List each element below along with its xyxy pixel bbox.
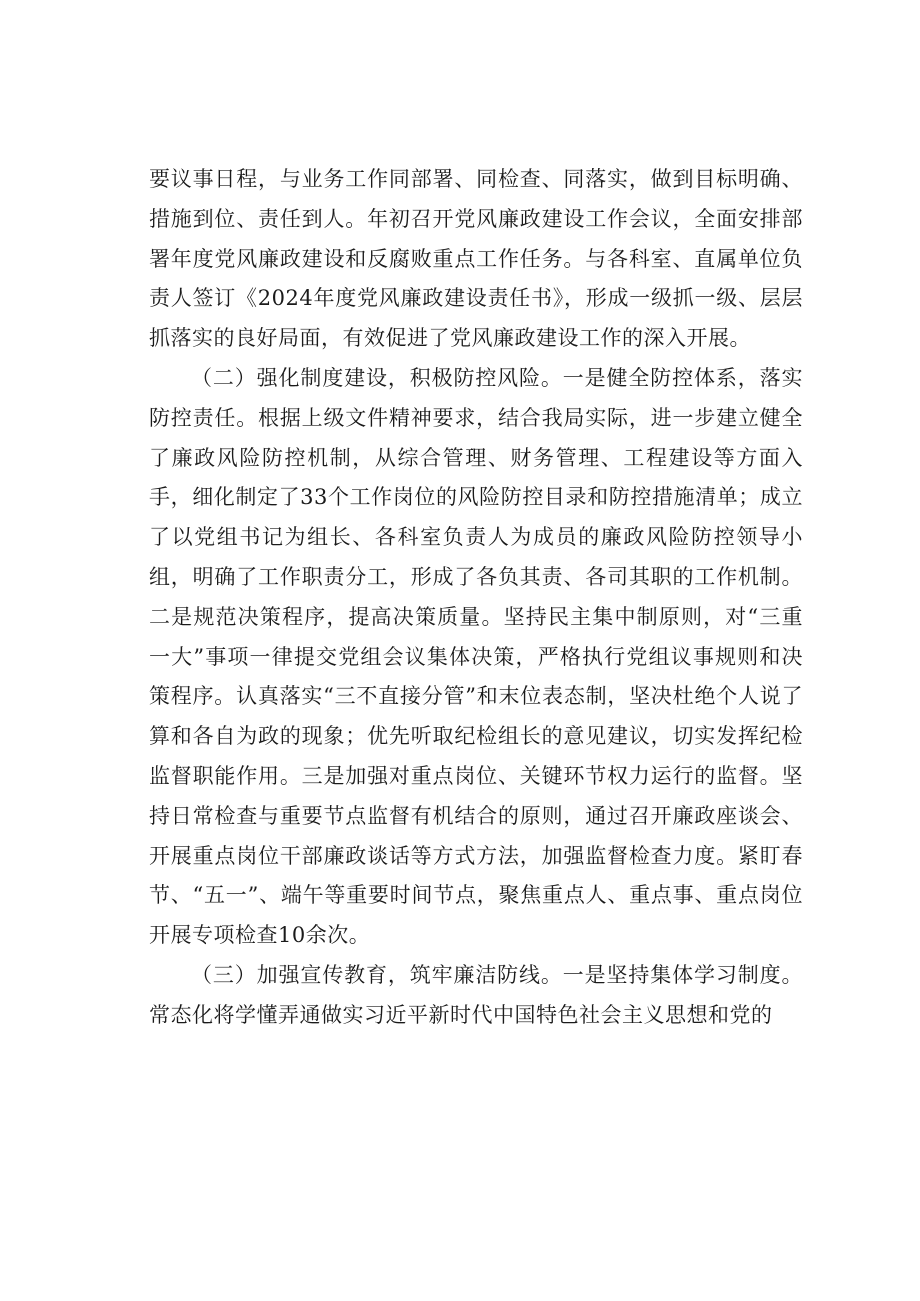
paragraph-continuation: 要议事日程，与业务工作同部署、同检查、同落实，做到目标明确、措施到位、责任到人。年初召开党风廉政建设工作会议，全面安排部署年度党风廉政建设和反腐败重点工作任务。与各科室、直属单位负责人签订《2024年度党风廉政建设责任书》，形成一级抓一级、层层抓落实的良好局面，有效促进了党风廉政建设工作的深入开展。 [149, 167, 803, 351]
paragraph-section-two: （二）强化制度建设，积极防控风险。一是健全防控体系，落实防控责任。根据上级文件精神要求，结合我局实际，进一步建立健全了廉政风险防控机制，从综合管理、财务管理、工程建设等方面入手，细化制定了33个工作岗位的风险防控目录和防控措施清单；成立了以党组书记为组长、各科室负责人为成员的廉政风险防控领导小组，明确了工作职责分工，形成了各负其责、各司其职的工作机制。二是规范决策程序，提高决策质量。坚持民主集中制原则，对“三重一大”事项一律提交党组会议集体决策，严格执行党组议事规则和决策程序。认真落实“三不直接分管”和末位表态制，坚决杜绝个人说了算和各自为政的现象；优先听取纪检组长的意见建议，切实发挥纪检监督职能作用。三是加强对重点岗位、关键环节权力运行的监督。坚持日常检查与重要节点监督有机结合的原则，通过召开廉政座谈会、开展重点岗位干部廉政谈话等方式方法，加强监督检查力度。紧盯春节、“五一”、端午等重要时间节点，聚焦重点人、重点事、重点岗位开展专项检查10余次。 [149, 365, 803, 948]
document-body [149, 160, 803, 1036]
paragraph-section-three: （三）加强宣传教育，筑牢廉洁防线。一是坚持集体学习制度。常态化将学懂弄通做实习近平新时代中国特色社会主义思想和党的 [149, 962, 803, 1027]
